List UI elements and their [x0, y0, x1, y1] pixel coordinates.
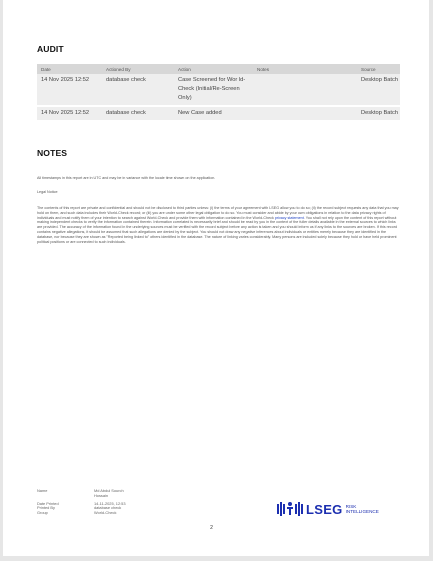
table-row: [37, 107, 400, 120]
logo-sub-line-1: RISK: [345, 504, 357, 509]
date-printed-label: Date Printed: [37, 500, 59, 506]
column-header-source: Source: [357, 64, 400, 74]
audit-table-header: [37, 64, 400, 74]
page-number: 2: [210, 525, 213, 531]
row-source: Desktop Batch: [357, 107, 400, 120]
print-metadata: [37, 489, 138, 516]
notes-section-title: NOTES: [37, 148, 68, 158]
logo-sub-line-2: INTELLIGENCE: [345, 509, 379, 514]
legal-notice-body: [37, 206, 399, 244]
group-label: Group: [37, 510, 48, 516]
meta-row-group: [37, 511, 138, 516]
lseg-emblem-icon: [277, 501, 303, 517]
report-page: [3, 0, 429, 556]
row-action: New Case added: [174, 107, 253, 120]
lseg-wordmark: LSEG: [306, 501, 343, 517]
legal-notice-title: Legal Notice: [37, 190, 58, 194]
column-header-date: Date: [37, 64, 102, 74]
column-header-notes: Notes: [253, 64, 357, 74]
row-notes: [253, 74, 357, 105]
name-value: Md Abdul Sourch Hossain: [94, 488, 124, 498]
row-actioned-by: database check: [102, 74, 174, 105]
legal-text-part-2: . You shall not rely upon the content of this report without making independent checks to verify the information contained therein. Information correlated is necessarily brief and should be read by you in the context of the fuller details available in the external sources to which links are provided. The accuracy of the information found in the underlying sources must be verified with the record subject before any action is taken and you should inform us if any links to the sources are broken. If this record contains negative allegations, it should be assumed that such allegations are denied by the subject. You should not draw any negative inferences about individuals or entities merely because they are identified in the database, nor because they are shown as "Reported being linked to" others identified in the database. The nature of linking varies considerably. Many persons are included solely because they hold or have held prominent political positions or are connected to such individuals.: [37, 215, 398, 244]
meta-row-name: [37, 489, 138, 499]
row-notes: [253, 107, 357, 120]
date-printed-value: 14-11-2025, 12:53: [94, 500, 126, 506]
privacy-statement-link[interactable]: privacy statement: [274, 215, 304, 220]
row-action: Case Screened for Wor ld-Check (Initial/Re-Screen Only): [174, 74, 253, 105]
risk-intelligence-label: [346, 504, 379, 514]
group-value: World-Check: [94, 510, 117, 516]
table-row: [37, 74, 400, 105]
row-actioned-by: database check: [102, 107, 174, 120]
timestamps-note: All timestamps in this report are in UTC and may be in variance with the locale time shown on the application.: [37, 176, 216, 180]
name-label: Name: [37, 488, 48, 493]
row-date: 14 Nov 2025 12:52: [37, 107, 102, 120]
printed-by-value: database check: [94, 505, 122, 511]
column-header-actioned-by: Actioned By: [102, 64, 174, 74]
audit-section-title: AUDIT: [37, 44, 64, 54]
audit-table: [37, 64, 400, 120]
row-source: Desktop Batch: [357, 74, 400, 105]
lseg-logo: [277, 501, 379, 517]
row-date: 14 Nov 2025 12:52: [37, 74, 102, 105]
column-header-action: Action: [174, 64, 253, 74]
legal-text-part-1: The contents of this report are private and confidential and should not be disclosed to third parties unless: (i) the terms of your agreement with LSEG allow you to do so; (ii) the record subject requests any data that you may hold on them, and such data includes their World-Check record; or (iii) you are under some other legal obligation to do so. You must consider and abide by your own obligations in relation to the data privacy rights of individuals and must notify them of your intention to search against World-Check and provide them with information contained in the World-Check: [37, 206, 399, 220]
printed-by-label: Printed By: [37, 505, 55, 511]
